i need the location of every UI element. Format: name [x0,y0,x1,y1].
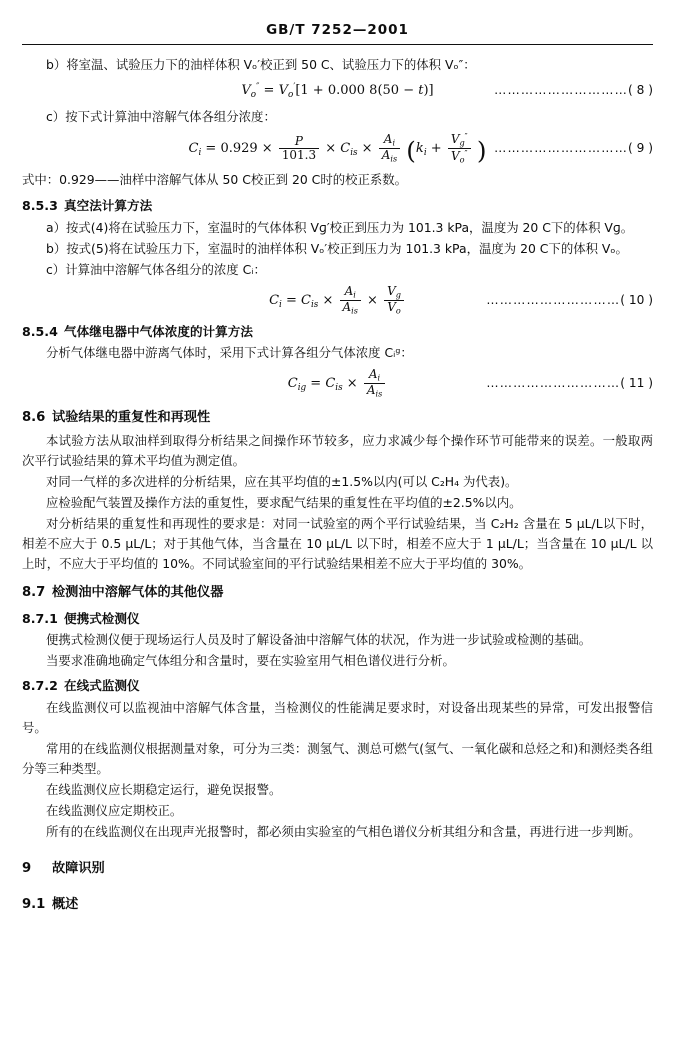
section-8-5-3-heading [22,196,653,216]
formula-11-expression: $C_{ig} = C_{is}$ × $\frac{A_i}{A_{is}}$ [288,368,388,399]
formula-10-expression: $C_i = C_{is}$ × $\frac{A_i}{A_{is}}$ × $\frac{V_g}{V_o}$ [269,285,406,316]
section-9-1-title: 概述 [52,896,79,912]
paragraph-8-7-1-2: 当要求准确地确定气体组分和含量时，要在实验室用气相色谱仪进行分析。 [46,653,455,669]
paragraph-8-6-2: 对同一气样的多次进样的分析结果，应在其平均值的±1.5%以内(可以 C₂H₄ 为代表)。 [46,473,518,489]
paragraph-8-7-2-3: 在线监测仪应长期稳定运行，避免误报警。 [46,782,282,798]
paragraph-8-5-3-c: c）计算油中溶解气体各组分的浓度 Cᵢ： [46,262,266,277]
paragraph-8-7-2-4: 在线监测仪应定期校正。 [46,803,183,819]
paragraph-8-5-4-text: 分析气体继电器中游离气体时，采用下式计算各组分气体浓度 Cᵢᵍ： [46,345,413,361]
formula-8-expression: $V_o'' = V_o'[1 + 0.000$ 8(50 − t)] [241,82,434,100]
paragraph-item-c-1: c）按下式计算油中溶解气体各组分浓度： [46,109,276,125]
header-divider [22,44,653,45]
formula-8-number: …………………………( 8 ) [494,83,653,98]
paragraph-8-7-2-1: 在线监测仪可以监视油中溶解气体含量，当检测仪的性能满足要求时，对设备出现某些的异常，可发出报警信号。 [22,699,653,735]
section-8-6-number: 8.6 [22,410,46,426]
section-8-7-2-number: 8.7.2 [22,678,58,694]
paragraph-8-7-1-1: 便携式检测仪便于现场运行人员及时了解设备油中溶解气体的状况，作为进一步试验或检测的基础。 [46,632,592,648]
section-8-7-heading [22,582,653,603]
paragraph-item-b-1: b）将室温、试验压力下的油样体积 Vₒ′校正到 50 C、试验压力下的体积 Vₒ″： [46,57,476,72]
section-8-7-number: 8.7 [22,585,46,601]
paragraph-8-7-2-5: 所有的在线监测仪在出现声光报警时，都必须由实验室的气相色谱仪分析其组分和含量，再进行进一步判断。 [46,824,641,840]
section-8-5-3-number: 8.5.3 [22,198,58,214]
paragraph-8-6-4: 对分析结果的重复性和再现性的要求是：对同一试验室的两个平行试验结果，当 C₂H₂ 含量在 5 μL/L以下时，相差不应大于 0.5 μL/L；对于其他气体，当含量在 10 μL/L 以下时，相差不应大于 1 μL/L；当含量在 10 μL/L 以上时，不应大于平均值的 10%。不同试验室间的平行试验结果相差不应大于平均值的 30%。 [22,516,653,572]
section-8-5-4-title: 气体继电器中气体浓度的计算方法 [64,323,253,339]
section-9-1-number: 9.1 [22,896,46,912]
formula-11-number: …………………………( 11 ) [486,376,653,390]
paragraph-8-6-3: 应检验配气装置及操作方法的重复性，要求配气结果的重复性在平均值的±2.5%以内。 [46,494,522,510]
paragraph-where-note: 式中：0.929——油样中溶解气体从 50 C校正到 20 C时的校正系数。 [22,172,408,188]
formula-9-number: …………………………( 9 ) [494,140,653,155]
paragraph-8-5-3-a: a）按式(4)将在试验压力下，室温时的气体体积 Vɡ′校正到压力为 101.3 kPa，温度为 20 C下的体积 Vɡ。 [46,219,634,235]
formula-10-row [22,285,653,316]
section-8-5-4-number: 8.5.4 [22,323,58,339]
section-8-7-1-heading [22,609,653,629]
paragraph-8-6-1: 本试验方法从取油样到取得分析结果之间操作环节较多，应力求减少每个操作环节可能带来的误差。一般取两次平行试验结果的算术平均值为测定值。 [22,432,653,468]
section-9-1-heading [22,894,653,915]
section-8-6-title: 试验结果的重复性和再现性 [52,410,211,426]
formula-9-expression: $C_i = 0.929$ × $\frac{P}{101.3}$ × $C_{is}$ × $\frac{A_i}{A_{is}}$ ($k_i$ + $\frac{V_g''}{V_o''}$ ) [188,131,487,166]
section-8-5-3-title: 真空法计算方法 [64,198,153,214]
formula-9-row [22,132,653,165]
section-8-7-title: 检测油中溶解气体的其他仪器 [52,585,224,601]
document-body [22,55,653,915]
formula-10-number: …………………………( 10 ) [486,292,653,307]
section-8-7-2-heading [22,676,653,696]
page-header: GB/T 7252—2001 [266,22,409,38]
section-9-number: 9 [22,861,32,877]
section-8-5-4-heading [22,322,653,342]
formula-11-row [22,368,653,399]
section-8-7-2-title: 在线式监测仪 [64,678,140,694]
paragraph-8-5-3-b: b）按式(5)将在试验压力下，室温时的油样体积 Vₒ′校正到压力为 101.3 kPa，温度为 20 C下的体积 Vₒ。 [46,240,628,256]
section-9-heading [22,858,653,879]
section-8-6-heading [22,407,653,428]
section-9-title: 故障识别 [52,861,105,877]
section-8-7-1-number: 8.7.1 [22,610,58,626]
formula-8-row [22,80,653,102]
section-8-7-1-title: 便携式检测仪 [64,610,140,626]
paragraph-8-7-2-2: 常用的在线监测仪根据测量对象，可分为三类：测氢气、测总可燃气(氢气、一氧化碳和总烃之和)和测烃类各组分等三种类型。 [22,740,653,776]
